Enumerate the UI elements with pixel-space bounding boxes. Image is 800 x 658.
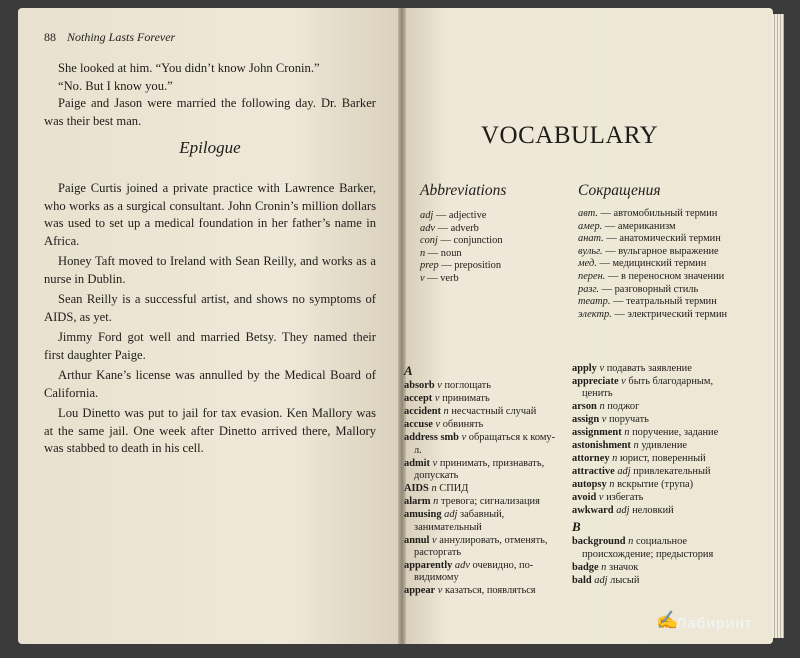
part-of-speech: adj: [444, 509, 458, 521]
headword: AIDS: [404, 483, 429, 495]
part-of-speech: adj: [616, 505, 630, 517]
vocabulary-entry: [572, 575, 734, 587]
vocabulary-entry: [572, 376, 734, 401]
translation: подавать заявление: [606, 363, 692, 374]
part-of-speech: v: [598, 492, 604, 504]
abbreviation-meaning: американизм: [617, 220, 676, 232]
epilogue-title: Epilogue: [179, 138, 241, 157]
abbreviation-meaning: в переносном значении: [620, 270, 725, 282]
abbreviation: амер.: [578, 220, 603, 232]
paragraph: Sean Reilly is a successful artist, and shows no symptoms of AIDS, as yet.: [44, 292, 376, 324]
abbreviation-meaning: adverb: [450, 222, 479, 234]
translation: избегать: [606, 492, 644, 504]
abbreviation-meaning: анатомический термин: [619, 233, 721, 245]
part-of-speech: n: [431, 483, 437, 495]
abbreviation: перен.: [578, 270, 606, 282]
translation: тревога; сигнализация: [440, 496, 540, 508]
abbreviation: conj: [420, 235, 438, 247]
abbreviation-meaning: театральный термин: [626, 296, 717, 308]
abbreviation-meaning: preposition: [454, 260, 502, 272]
abbreviation-meaning: conjunction: [453, 235, 503, 247]
running-title: Nothing Lasts Forever: [67, 30, 176, 44]
chapter-ending-text: [44, 60, 376, 130]
vocabulary-entry: [572, 466, 734, 478]
part-of-speech: n: [443, 406, 449, 418]
abbreviation-meaning: noun: [440, 247, 462, 259]
headword: admit: [404, 457, 430, 469]
vocabulary-entry: [404, 432, 562, 457]
abbreviation-row: авт. — автомобильный термин: [578, 208, 718, 219]
paragraph: Lou Dinetto was put to jail for tax evasion. Ken Mallory was at the same jail. One week after Dinetto arrived there, Mallory was stabbed to death in his cell.: [44, 406, 376, 455]
headword: attorney: [572, 453, 610, 465]
paragraph: Honey Taft moved to Ireland with Sean Reilly, and works as a nurse in Dublin.: [44, 254, 376, 286]
watermark: Лабиринт: [676, 615, 753, 632]
abbreviation-meaning: медицинский термин: [612, 258, 707, 270]
abbreviation-row: разг. — разговорный стиль: [578, 283, 699, 295]
abbreviation: adv: [420, 222, 436, 234]
vocabulary-entry: [572, 453, 734, 465]
vocabulary-entry: [404, 560, 562, 585]
translation: забавный, занимательный: [414, 509, 505, 533]
vocabulary-entry: [404, 393, 562, 405]
part-of-speech: n: [633, 440, 639, 452]
headword: annul: [404, 534, 430, 546]
translation: юрист, поверенный: [619, 453, 706, 465]
part-of-speech: n: [433, 496, 439, 508]
vocabulary-title: VOCABULARY: [481, 122, 659, 149]
part-of-speech: adv: [454, 560, 470, 572]
page-edges: [772, 14, 784, 638]
part-of-speech: adj: [617, 466, 631, 478]
abbreviation: электр.: [578, 308, 612, 320]
abbreviation: мед.: [578, 258, 597, 270]
page-header: [44, 30, 175, 45]
translation: принимать: [442, 393, 490, 405]
abbreviation: вульг.: [578, 245, 603, 257]
part-of-speech: n: [601, 561, 607, 573]
paragraph: Paige and Jason were married the following day. Dr. Barker was their best man.: [44, 96, 376, 128]
headword: astonishment: [572, 440, 631, 452]
abbreviation-row: conj — conjunction: [420, 235, 503, 247]
headword: arson: [572, 401, 597, 413]
part-of-speech: v: [435, 419, 441, 431]
part-of-speech: v: [432, 534, 437, 546]
vocabulary-entry: [572, 440, 734, 452]
headword: attractive: [572, 466, 615, 478]
part-of-speech: v: [437, 380, 442, 392]
vocabulary-entry: [404, 458, 562, 483]
translation: казаться, появляться: [445, 585, 536, 597]
translation: принимать, признавать, допускать: [414, 457, 545, 482]
abbreviation-row: v — verb: [420, 272, 459, 284]
vocabulary-entry: [572, 427, 734, 439]
headword: autopsy: [572, 479, 607, 491]
abbreviation-meaning: adjective: [448, 210, 487, 221]
abbreviation: prep: [420, 260, 439, 272]
paragraph: Arthur Kane’s license was annulled by the Medical Board of California.: [44, 368, 376, 400]
headword: amusing: [404, 509, 442, 521]
translation: неловкий: [632, 505, 674, 517]
part-of-speech: v: [601, 414, 607, 426]
abbreviation-row: амер. — американизм: [578, 220, 676, 232]
vocabulary-entry: [404, 380, 562, 392]
vocabulary-entry: [572, 536, 734, 561]
translation: поручение, задание: [632, 427, 719, 439]
vocabulary-entry: [404, 483, 562, 495]
paragraph: Jimmy Ford got well and married Betsy. They named their first daughter Paige.: [44, 330, 376, 362]
abbreviation: adj: [420, 210, 434, 221]
headword: apply: [572, 363, 597, 374]
abbreviation-row: мед. — медицинский термин: [578, 258, 707, 270]
page-number: 88: [44, 30, 56, 44]
part-of-speech: v: [599, 363, 605, 374]
vocabulary-column-2: [572, 363, 734, 588]
abbreviation-row: adj — adjective: [420, 210, 487, 221]
translation: удивление: [641, 440, 687, 452]
epilogue-text: [44, 177, 376, 458]
headword: bald: [572, 574, 592, 586]
part-of-speech: n: [624, 427, 630, 439]
translation: несчастный случай: [451, 406, 537, 418]
headword: appear: [404, 585, 436, 597]
abbreviation-meaning: электрический термин: [627, 308, 728, 320]
part-of-speech: n: [599, 401, 605, 413]
translation: обращаться к кому-л.: [414, 432, 556, 456]
headword: appreciate: [572, 376, 619, 387]
vocabulary-column-1: [404, 365, 562, 598]
vocabulary-entry: [404, 419, 562, 431]
abbreviation-row: adv — adverb: [420, 222, 479, 234]
vocabulary-entry: [572, 401, 734, 413]
translation: значок: [608, 561, 639, 573]
headword: accept: [404, 393, 433, 405]
headword: apparently: [404, 560, 453, 572]
paragraph: Paige Curtis joined a private practice with Lawrence Barker, who works as a surgical consultant. John Cronin’s million dollars was used to set up a medical foundation in her father’s name in Africa.: [44, 181, 376, 248]
abbreviation-row: электр. — электрический термин: [578, 308, 728, 320]
russian-abbreviations-heading: Сокращения: [578, 182, 661, 199]
translation: поручать: [609, 414, 649, 426]
headword: background: [572, 536, 626, 548]
part-of-speech: v: [461, 432, 467, 444]
section-letter-b: B: [572, 518, 581, 534]
vocabulary-entry: [572, 562, 734, 574]
part-of-speech: v: [432, 457, 438, 469]
labyrinth-logo-icon: ✍: [656, 610, 679, 630]
abbreviation: n: [420, 247, 426, 259]
headword: accident: [404, 406, 441, 418]
part-of-speech: n: [612, 453, 618, 465]
translation: вскрытие (трупа): [617, 479, 694, 491]
vocabulary-entry: [572, 479, 734, 491]
translation: поглощать: [444, 380, 491, 392]
abbreviation-row: театр. — театральный термин: [578, 296, 717, 308]
part-of-speech: v: [434, 393, 440, 405]
abbreviation: театр.: [578, 296, 611, 308]
part-of-speech: v: [437, 585, 443, 597]
vocabulary-entry: [404, 496, 562, 508]
paragraph: “No. But I know you.”: [58, 78, 173, 93]
headword: awkward: [572, 505, 614, 517]
part-of-speech: v: [621, 376, 626, 387]
part-of-speech: adj: [594, 574, 608, 586]
headword: accuse: [404, 419, 433, 431]
abbreviations-list: [420, 210, 503, 286]
abbreviation-meaning: вульгарное выражение: [618, 245, 719, 257]
headword: assignment: [572, 427, 622, 439]
abbreviations-heading: Abbreviations: [420, 182, 507, 199]
russian-abbreviations-list: [578, 208, 727, 321]
vocabulary-entry: [572, 505, 734, 517]
vocabulary-entry: [404, 509, 562, 534]
translation: быть благодарным, ценить: [582, 376, 714, 400]
abbreviation-meaning: разговорный стиль: [614, 283, 699, 295]
translation: социальное происхождение; предыстория: [582, 536, 714, 560]
headword: badge: [572, 561, 599, 573]
headword: absorb: [404, 380, 435, 392]
translation: поджог: [607, 401, 640, 413]
vocabulary-entry: [572, 492, 734, 504]
abbreviation: v: [420, 272, 425, 284]
part-of-speech: n: [628, 536, 634, 548]
abbreviation-row: перен. — в переносном значении: [578, 270, 725, 282]
translation: аннулировать, отменять, расторгать: [414, 534, 548, 559]
vocabulary-entry: [404, 535, 562, 560]
abbreviation-row: prep — preposition: [420, 260, 502, 272]
headword: alarm: [404, 496, 431, 508]
abbreviation-row: анат. — анатомический термин: [578, 233, 721, 245]
part-of-speech: n: [609, 479, 615, 491]
paragraph: She looked at him. “You didn’t know John Cronin.”: [58, 61, 320, 75]
abbreviation-row: n — noun: [420, 247, 462, 259]
headword: address smb: [404, 432, 459, 444]
headword: assign: [572, 414, 600, 426]
translation: привлекательный: [633, 466, 711, 478]
vocabulary-entry: [404, 585, 562, 597]
vocabulary-entry: [404, 406, 562, 418]
abbreviation-meaning: автомобильный термин: [613, 208, 718, 219]
abbreviation-meaning: verb: [440, 272, 459, 284]
translation: СПИД: [439, 483, 469, 495]
vocabulary-entry: [572, 414, 734, 426]
abbreviation-row: вульг. — вульгарное выражение: [578, 245, 719, 257]
section-letter-a: A: [404, 363, 413, 378]
abbreviation: анат.: [578, 233, 604, 245]
abbreviation: разг.: [578, 283, 599, 295]
translation: очевидно, по-видимому: [414, 560, 534, 584]
translation: лысый: [610, 574, 640, 586]
headword: avoid: [572, 492, 597, 504]
abbreviation: авт.: [578, 208, 598, 219]
vocabulary-entry: [572, 363, 734, 375]
translation: обвинять: [442, 419, 484, 431]
